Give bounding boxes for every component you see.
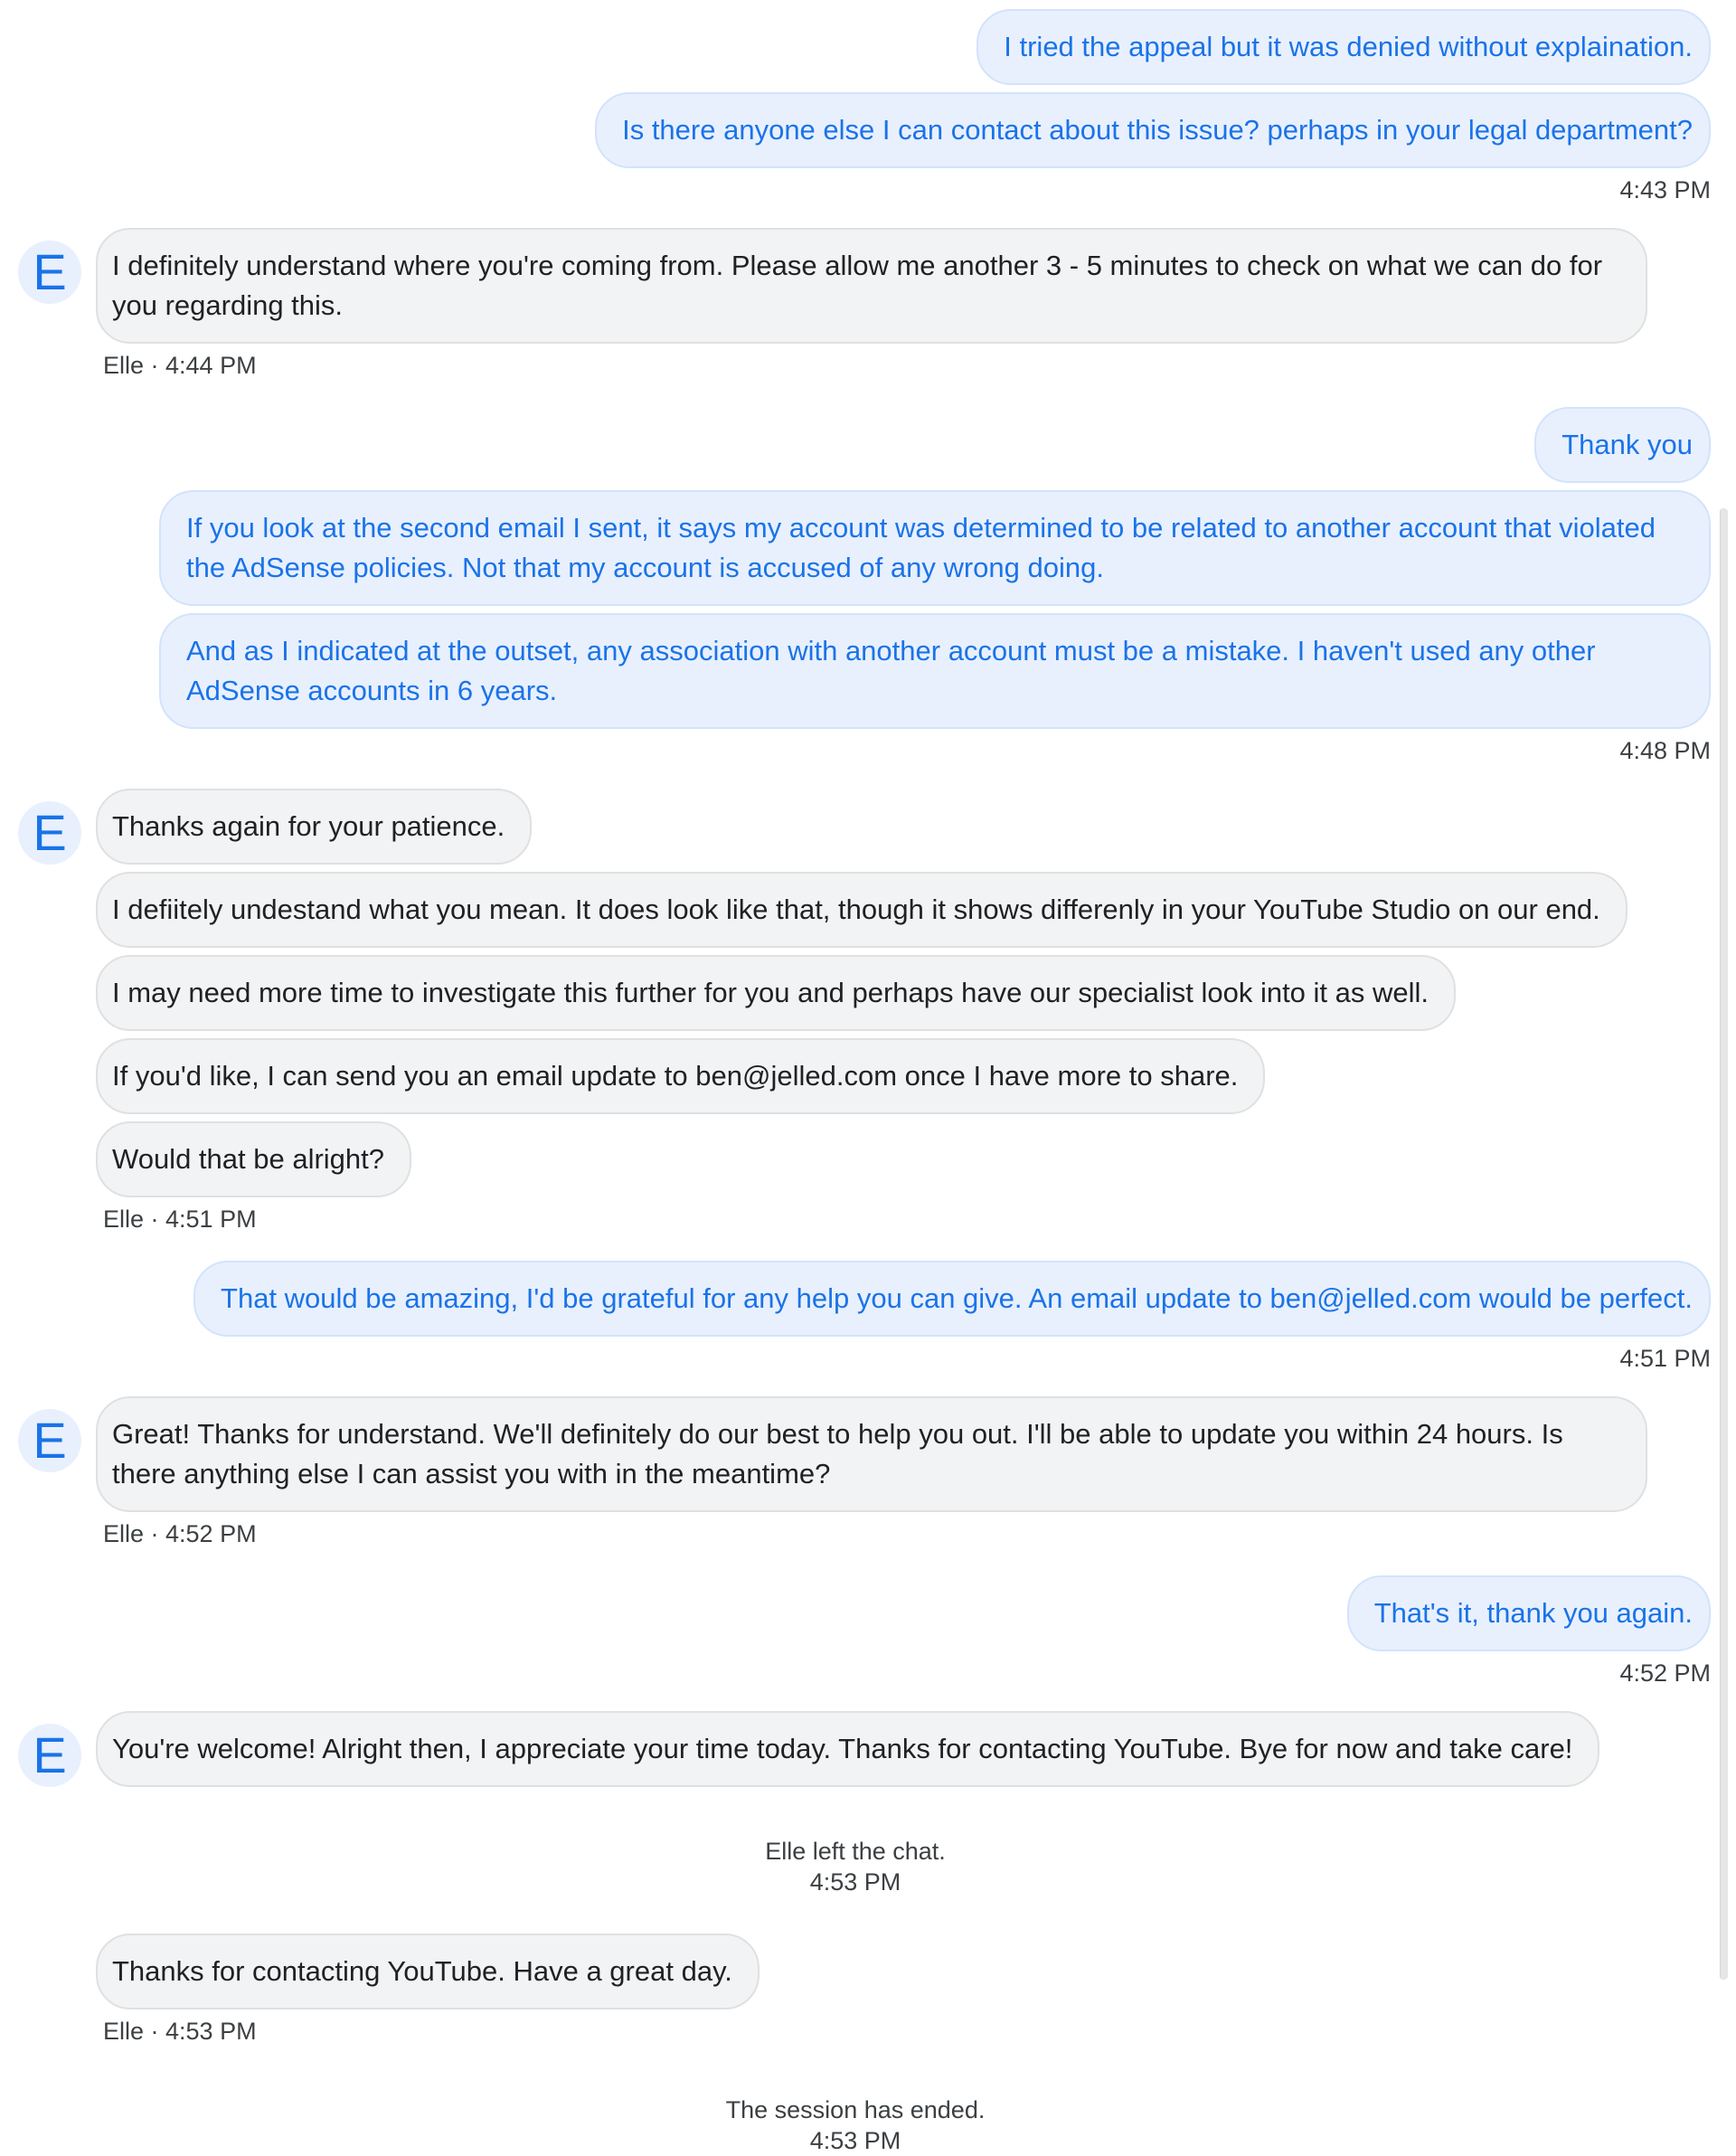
agent-message-bubble: Thanks again for your patience. xyxy=(96,789,532,865)
agent-avatar-icon: E xyxy=(18,1409,81,1472)
message-timestamp: 4:48 PM xyxy=(1619,737,1711,764)
user-message-group xyxy=(0,1575,1711,1711)
user-message-bubble: Is there anyone else I can contact about this issue? perhaps in your legal department? xyxy=(595,92,1711,168)
agent-name-timestamp: Elle · 4:44 PM xyxy=(103,352,257,379)
agent-message-bubble: I definitely understand where you're coming from. Please allow me another 3 - 5 minutes to check on what we can do for you regarding this. xyxy=(96,228,1647,344)
agent-message-group xyxy=(0,1396,1711,1575)
agent-message-bubble: Great! Thanks for understand. We'll definitely do our best to help you out. I'll be able to update you within 24 hours. Is there anything else I can assist you with in the meantime? xyxy=(96,1396,1647,1512)
system-notice-time: 4:53 PM xyxy=(809,2127,901,2154)
message-timestamp: 4:43 PM xyxy=(1619,176,1711,203)
user-bubbles xyxy=(0,1261,1711,1344)
user-message-bubble: That's it, thank you again. xyxy=(1347,1575,1711,1651)
agent-message-group xyxy=(0,228,1711,407)
agent-bubbles xyxy=(96,1934,760,2073)
agent-bubbles xyxy=(96,1396,1647,1575)
agent-message-bubble: I may need more time to investigate this further for you and perhaps have our specialist look into it as well. xyxy=(96,955,1456,1031)
agent-message-bubble: Would that be alright? xyxy=(96,1121,411,1197)
system-notice-text: The session has ended. xyxy=(725,2096,986,2123)
message-timestamp: 4:52 PM xyxy=(1619,1660,1711,1687)
agent-message-group xyxy=(0,1711,1711,1814)
scrollbar-thumb[interactable] xyxy=(1720,508,1728,1980)
user-message-group xyxy=(0,1261,1711,1396)
user-message-bubble: Thank you xyxy=(1534,407,1711,483)
user-message-bubble: And as I indicated at the outset, any association with another account must be a mistake. I haven't used any other AdSense accounts in 6 years. xyxy=(159,613,1711,729)
user-bubbles xyxy=(0,407,1711,736)
agent-message-bubble: You're welcome! Alright then, I appreciate your time today. Thanks for contacting YouTube. Bye for now and take care! xyxy=(96,1711,1599,1787)
agent-message-bubble: If you'd like, I can send you an email update to ben@jelled.com once I have more to share. xyxy=(96,1038,1265,1114)
user-message-bubble: If you look at the second email I sent, it says my account was determined to be related to another account that violated the AdSense policies. Not that my account is accused of any wrong doing. xyxy=(159,490,1711,606)
agent-avatar-icon: E xyxy=(18,1724,81,1787)
agent-bubbles xyxy=(96,228,1647,407)
agent-message-group xyxy=(0,1934,1711,2073)
user-message-group xyxy=(0,407,1711,789)
agent-name-timestamp: Elle · 4:53 PM xyxy=(103,2018,257,2045)
agent-message-bubble: I defiitely undestand what you mean. It does look like that, though it shows differenly in your YouTube Studio on our end. xyxy=(96,872,1628,948)
agent-bubbles xyxy=(96,789,1628,1261)
user-bubbles xyxy=(0,9,1711,175)
agent-avatar-icon: E xyxy=(18,801,81,865)
system-notice xyxy=(0,2095,1711,2156)
system-notice-text: Elle left the chat. xyxy=(765,1838,946,1865)
agent-name-timestamp: Elle · 4:51 PM xyxy=(103,1206,257,1233)
user-message-bubble: I tried the appeal but it was denied without explaination. xyxy=(976,9,1711,85)
system-notice xyxy=(0,1836,1711,1897)
user-message-bubble: That would be amazing, I'd be grateful for any help you can give. An email update to ben@jelled.com would be perfect. xyxy=(193,1261,1711,1337)
message-timestamp: 4:51 PM xyxy=(1619,1345,1711,1372)
system-notice-time: 4:53 PM xyxy=(809,1868,901,1896)
agent-message-group xyxy=(0,789,1711,1261)
agent-avatar-icon: E xyxy=(18,241,81,304)
agent-bubbles xyxy=(96,1711,1599,1814)
agent-message-bubble: Thanks for contacting YouTube. Have a great day. xyxy=(96,1934,760,2009)
agent-name-timestamp: Elle · 4:52 PM xyxy=(103,1520,257,1547)
user-bubbles xyxy=(0,1575,1711,1659)
user-message-group xyxy=(0,9,1711,228)
